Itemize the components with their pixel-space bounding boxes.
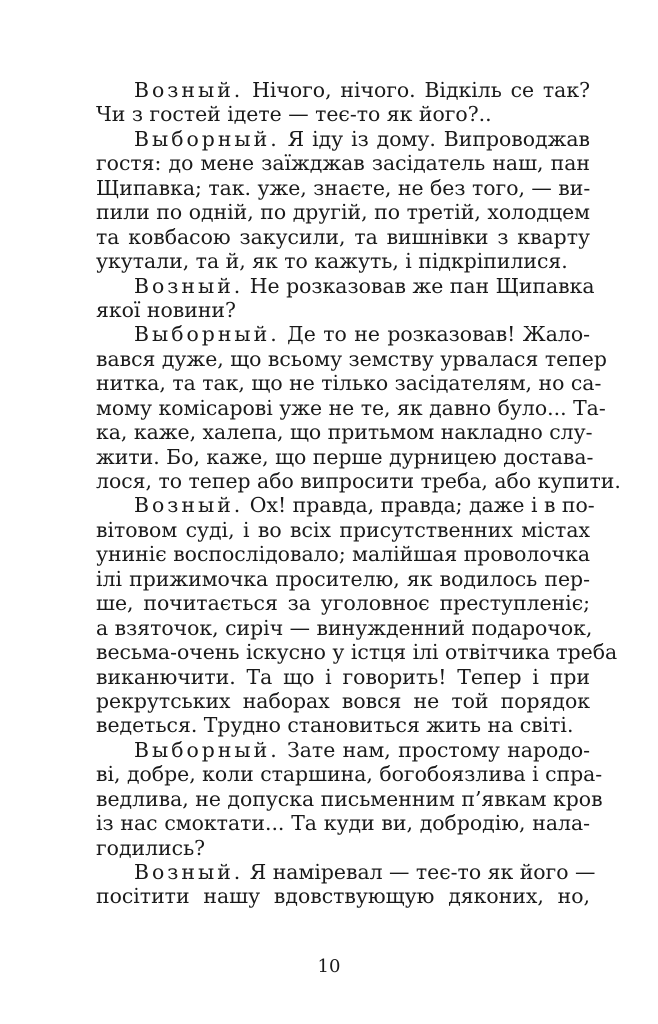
speaker-name: Возный. xyxy=(134,860,244,884)
text-line: ілі прижимочка просителю, як водилось пер- xyxy=(96,566,590,591)
speaker-name: Возный. xyxy=(134,273,244,298)
text-line: вався дуже, що всьому земству урвалася тепер xyxy=(96,346,607,371)
text-line: якої новини? xyxy=(96,297,236,322)
paragraph xyxy=(96,493,618,738)
text-line: Возный. Я намірeвал — теє-то як його — xyxy=(134,860,596,884)
text-line: Чи з гостей ідете — теє-то як його?.. xyxy=(96,102,492,127)
text-line: вітовом суді, і во всіх присутственних містах xyxy=(96,517,590,542)
speaker-name: Выборный. xyxy=(134,737,280,762)
text-line: а взяточок, сиріч — винужденний подарочок, xyxy=(96,615,593,640)
text-line: виканючити. Та що і говорить! Тепер і при xyxy=(96,664,590,689)
text-line: гостя: до мене заїжджав засідатель наш, пан xyxy=(96,151,590,176)
text-line: пили по одній, по другій, по третій, холодцем xyxy=(96,200,590,225)
text-line: Возный. Нічого, нічого. Відкіль се так? xyxy=(134,78,590,102)
text-line: Выборный. Де то не розказовав! Жало- xyxy=(134,322,590,347)
text-line: ві, добре, коли старшина, богобоязлива і спра- xyxy=(96,762,603,787)
document-page xyxy=(96,78,621,909)
paragraph xyxy=(96,737,603,860)
text-line: рекрутських наборах вовся не той порядок xyxy=(96,688,590,713)
text-line: жити. Бо, каже, що перше дурницею достава- xyxy=(96,444,594,469)
paragraph xyxy=(96,78,590,127)
paragraph xyxy=(96,273,595,323)
text-line: мому комісарові уже не те, як давно було... Та- xyxy=(96,395,606,420)
paragraph xyxy=(96,127,590,274)
paragraph xyxy=(96,322,621,493)
text-line: Выборный. Я іду із дому. Випроводжав xyxy=(134,126,590,151)
page-number: 10 xyxy=(317,956,341,977)
text-line: посітити нашу вдовствующую дяконих, но, xyxy=(96,884,590,909)
speaker-name: Возный. xyxy=(134,493,244,518)
speaker-name: Выборный. xyxy=(134,126,280,151)
text-line: годились? xyxy=(96,835,206,860)
text-line: ведлива, не допуска письменним п’явкам кров xyxy=(96,786,603,811)
text-line: униніє воспослідовало; малійшая проволочка xyxy=(96,542,591,567)
text-line: лося, то тепер або випросити треба, або купити. xyxy=(96,469,621,493)
text-line: Возный. Ох! правда, правда; даже і в по- xyxy=(134,493,595,518)
text-line: Выборный. Зате нам, простому народо- xyxy=(134,737,590,762)
text-line: ведеться. Трудно становиться жить на світі. xyxy=(96,713,574,738)
text-line: та ковбасою закусили, та вишнівки з кварту xyxy=(96,224,590,249)
speaker-name: Возный. xyxy=(134,78,244,102)
speaker-name: Выборный. xyxy=(134,322,280,347)
text-line: Возный. Не розказовав же пан Щипавка xyxy=(134,273,595,298)
text-line: весьма-очень іскусно у істця ілі отвітчика треба xyxy=(96,640,618,665)
text-line: із нас смоктати... Та куди ви, добродію, нала- xyxy=(96,811,590,836)
text-line: нитка, та так, що не тілько засідателям, но са- xyxy=(96,371,602,396)
paragraph xyxy=(96,860,596,909)
text-line: Щипавка; так. уже, знаєте, не без того, — ви- xyxy=(96,175,591,200)
text-line: укутали, та й, як то кажуть, і підкріпилися. xyxy=(96,249,568,274)
text-line: ше, почитається за уголовноє преступленіє; xyxy=(96,591,590,616)
text-line: ка, каже, халепа, що притьмом накладно слу- xyxy=(96,420,593,445)
